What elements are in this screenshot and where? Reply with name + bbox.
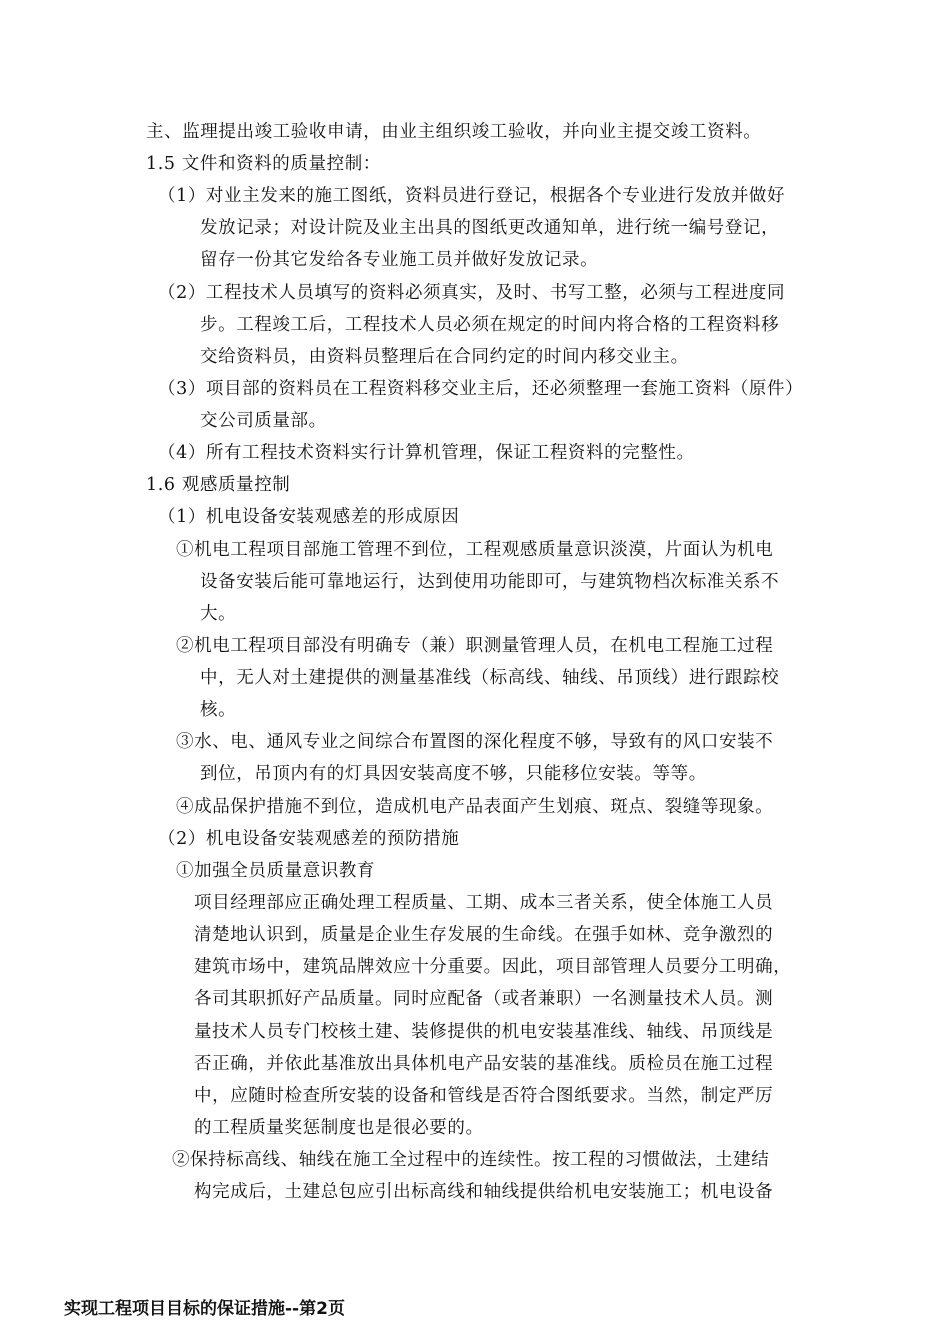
text-line: 构完成后，土建总包应引出标高线和轴线提供给机电安装施工；机电设备 [194,1182,774,1202]
text-line: ③水、电、通风专业之间综合布置图的深化程度不够，导致有的风口安装不 [176,732,774,752]
text-line: ②保持标高线、轴线在施工全过程中的连续性。按工程的习惯做法，土建结 [172,1150,770,1170]
text-line: 清楚地认识到，质量是企业生存发展的生命线。在强手如林、竞争激烈的 [194,925,774,945]
text-line: 各司其职抓好产品质量。同时应配备（或者兼职）一名测量技术人员。测 [194,989,774,1009]
text-line: 大。 [200,604,237,624]
text-line: 核。 [200,700,237,720]
section-heading: 1.5 文件和资料的质量控制： [146,154,381,174]
section-heading: 1.6 观感质量控制 [146,475,291,495]
text-line: ④成品保护措施不到位，造成机电产品表面产生划痕、斑点、裂缝等现象。 [176,797,774,817]
text-line: 项目经理部应正确处理工程质量、工期、成本三者关系，使全体施工人员 [194,893,774,913]
text-line: 量技术人员专门校核土建、装修提供的机电安装基准线、轴线、吊顶线是 [194,1022,774,1042]
text-line: ①机电工程项目部施工管理不到位，工程观感质量意识淡漠，片面认为机电 [176,540,774,560]
text-line: 中，应随时检查所安装的设备和管线是否符合图纸要求。当然，制定严厉 [194,1086,774,1106]
text-line: （2）工程技术人员填写的资料必须真实，及时、书写工整，必须与工程进度同 [158,283,786,303]
text-line: 主、监理提出竣工验收申请，由业主组织竣工验收，并向业主提交竣工资料。 [146,122,762,142]
text-line: 交公司质量部。 [200,411,327,431]
text-line: （2）机电设备安装观感差的预防措施 [158,829,460,849]
text-line: 留存一份其它发给各专业施工员并做好发放记录。 [200,250,599,270]
text-line: 发放记录；对设计院及业主出具的图纸更改通知单，进行统一编号登记， [200,218,780,238]
text-line: ②机电工程项目部没有明确专（兼）职测量管理人员，在机电工程施工过程 [176,636,774,656]
text-line: 设备安装后能可靠地运行，达到使用功能即可，与建筑物档次标准关系不 [200,572,780,592]
text-line: 的工程质量奖惩制度也是很必要的。 [194,1118,484,1138]
page-footer: 实现工程项目目标的保证措施--第2页 [64,1299,345,1319]
text-line: （4）所有工程技术资料实行计算机管理，保证工程资料的完整性。 [158,443,695,463]
text-line: 交给资料员，由资料员整理后在合同约定的时间内移交业主。 [200,347,689,367]
text-line: 中，无人对土建提供的测量基准线（标高线、轴线、吊顶线）进行跟踪校 [200,668,780,688]
text-line: 到位，吊顶内有的灯具因安装高度不够，只能移位安装。等等。 [200,764,707,784]
text-line: （3）项目部的资料员在工程资料移交业主后，还必须整理一套施工资料（原件） [158,379,804,399]
text-line: 否正确，并依此基准放出具体机电产品安装的基准线。质检员在施工过程 [194,1054,774,1074]
text-line: （1）对业主发来的施工图纸，资料员进行登记，根据各个专业进行发放并做好 [158,186,786,206]
text-line: 建筑市场中，建筑品牌效应十分重要。因此，项目部管理人员要分工明确， [194,957,792,977]
text-line: ①加强全员质量意识教育 [176,861,376,881]
text-line: 步。工程竣工后，工程技术人员必须在规定的时间内将合格的工程资料移 [200,315,780,335]
text-line: （1）机电设备安装观感差的形成原因 [158,507,460,527]
